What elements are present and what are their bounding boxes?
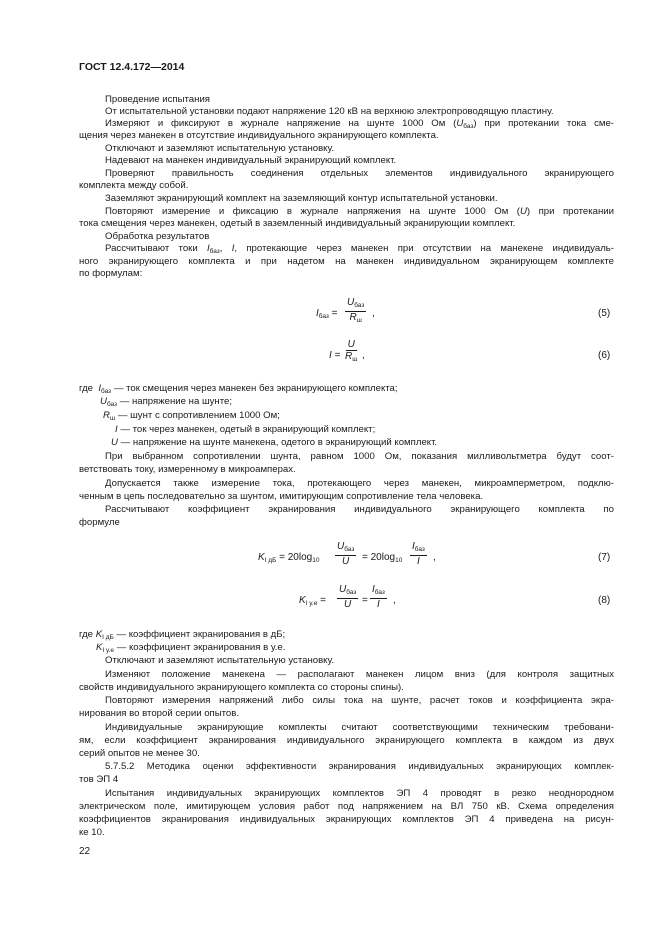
formula-number: (7)	[598, 552, 611, 563]
paragraph: ке 10.	[79, 827, 105, 838]
paragraph: ного экранирующего комплекта и при надетом на манекен индивидуальном экранирующем комплекте	[79, 256, 614, 267]
paragraph: Повторяют измерение и фиксацию в журнале напряжения на шунте 1000 Ом (U) при протекании	[105, 206, 615, 217]
definition-line: где $K_{I дБ}$ — коэффициент экранирования в дБ;	[79, 629, 286, 641]
paragraph: Рассчитывают коэффициент экранирования индивидуального экранирующего комплекта по	[105, 504, 614, 515]
paragraph: серий опытов не менее 30.	[79, 748, 200, 759]
paragraph: по формулам:	[79, 268, 143, 279]
paragraph: Заземляют экранирующий комплект на заземляющий контур испытательной установки.	[105, 193, 498, 204]
paragraph: Испытания индивидуальных экранирующих комплектов ЭП 4 проводят в резко неоднородном	[105, 788, 614, 799]
definition-line: $K_{I у.е}$ — коэффициент экранирования в у.е.	[96, 642, 286, 654]
definition-line: I — ток через манекен, одетый в экранирующий комплект;	[115, 424, 376, 435]
paragraph: Изменяют положение манекена — располагают манекен лицом вниз (для контроля защитных	[105, 669, 614, 680]
formula-number: (6)	[598, 350, 611, 361]
paragraph: формуле	[79, 517, 120, 528]
paragraph: ветствовать току, измеренному в микроамперах.	[79, 464, 296, 475]
paragraph: Проверяют правильность соединения отдельных элементов индивидуального экранирующего	[105, 168, 614, 179]
section-heading-test: Проведение испытания	[105, 94, 210, 105]
paragraph: Рассчитывают токи $I_{баз}$, I, протекающие через манекен при отсутствии на манекене индивидуаль-	[105, 243, 614, 255]
paragraph: Отключают и заземляют испытательную установку.	[105, 143, 334, 154]
formula-number: (5)	[598, 308, 611, 319]
section-heading-results: Обработка результатов	[105, 231, 210, 242]
paragraph: ям, если коэффициент экранирования индивидуального экранирующего комплекта в каждом из двух	[79, 735, 614, 746]
paragraph: щения через манекен в отсутствие индивидуального экранирующего комплекта.	[79, 130, 439, 141]
document-header: ГОСТ 12.4.172—2014	[79, 61, 185, 73]
paragraph: ченным в цепь последовательно за шунтом, имитирующим сопротивление тела человека.	[79, 491, 484, 502]
paragraph: электрическом поле, имитирующем условия работ под напряжением на ВЛ 750 кВ. Схема определения	[79, 801, 614, 812]
paragraph: Надевают на манекен индивидуальный экранирующий комплект.	[105, 155, 397, 166]
paragraph: комплекта между собой.	[79, 180, 189, 191]
document-page: ГОСТ 12.4.172—2014 Проведение испытания От испытательной установки подают напряжение 120 кВ на верхнюю электропроводящую пластину. Измеряют и фиксируют в журнале напряжение на шунте 1000 Ом $(U_{баз})$ при протекании тока сме- щения через манекен в отсутствие индивидуального экранирующего комплекта. Отключают и заземляют испытательную установку. Надевают на манекен индивидуальный экранирующий комплект. Проверяют правильность соединения отдельных элементов индивидуального экранирующего комплекта между собой. Заземляют экранирующий комплект на заземляющий контур испытательной установки. Повторяют измерение и фиксацию в журнале напряжения на шунте 1000 Ом (U) при протекании тока смещения через манекен, одетый в заземленный индивидуальный экранирующии комплект. Обработка результатов Рассчитывают токи $I_{баз}$, I, протекающие через манекен при отсутствии на манекене индивидуаль- ного экранирующего комплекта и при надетом на манекен индивидуальном экранирующем комплекте по формулам: $I_{баз}$ = $U_{баз}$ $R_ш$ , (5) I = U $R_ш$ , (6) где $I_{баз}$ — ток смещения через манекен без экранирующего комплекта; $U_{баз}$ — напряжение на шунте; $R_ш$ — шунт с сопротивлением 1000 Ом; I — ток через манекен, одетый в экранирующий комплект; U — напряжение на шунте манекена, одетого в экранирующий комплект. При выбранном сопротивлении шунта, равном 1000 Ом, показания милливольтметра будут соот- ветствовать току, измеренному в микроамперах. Допускается также измерение тока, протекающего через манекен, микроамперметром, подклю- ченным в цепь последовательно за шунтом, имитирующим сопротивление тела человека. Рассчитывают коэффициент экранирования индивидуального экранирующего комплекта по формуле $K_{I дБ} = 20\log_{10}$ $U_{баз}$ U = $20\log_{10}$ $I_{баз}$ I , (7) $K_{I у.е}$ = $U_{баз}$ U = $I_{баз}$ I , (8) где $K_{I дБ}$ — коэффициент экранирования в дБ; $K_{I у.е}$ — коэффициент экранирования в у.е. Отключают и заземляют испытательную установку. Изменяют положение манекена — располагают манекен лицом вниз (для контроля защитных свойств индивидуального экранирующего комплекта со стороны спины). Повторяют измерения напряжений либо силы тока на шунте, расчет токов и коэффициента экра- нирования во второй серии опытов. Индивидуальные экранирующие комплекты считают соответствующими техническим требовани- ям, если коэффициент экранирования индивидуального экранирующего комплекта в каждом из двух серий опытов не менее 30. 5.7.5.2 Методика оценки эффективности экранирования индивидуальных экранирующих комплек- тов ЭП 4 Испытания индивидуальных экранирующих комплектов ЭП 4 проводят в резко неоднородном электрическом поле, имитирующем условия работ под напряжением на ВЛ 750 кВ. Схема определения коэффициентов экранирования индивидуальных экранирующих комплектов ЭП 4 приведена на рисун- ке 10. 22	[79, 61, 615, 857]
paragraph: От испытательной установки подают напряжение 120 кВ на верхнюю электропроводящую пластину.	[105, 106, 554, 117]
definition-line: $R_ш$ — шунт с сопротивлением 1000 Ом;	[103, 410, 280, 422]
page-number: 22	[79, 846, 91, 857]
paragraph: свойств индивидуального экранирующего комплекта со стороны спины).	[79, 682, 404, 693]
paragraph: При выбранном сопротивлении шунта, равном 1000 Ом, показания милливольтметра будут соот-	[105, 451, 614, 462]
definition-line: где $I_{баз}$ — ток смещения через манекен без экранирующего комплекта;	[79, 383, 398, 395]
definition-line: U — напряжение на шунте манекена, одетого в экранирующий комплект.	[111, 437, 438, 448]
paragraph: Отключают и заземляют испытательную установку.	[105, 655, 334, 666]
paragraph: тока смещения через манекен, одетый в заземленный индивидуальный экранирующии комплект.	[79, 218, 516, 229]
paragraph: нирования во второй серии опытов.	[79, 708, 240, 719]
paragraph: коэффициентов экранирования индивидуальных экранирующих комплектов ЭП 4 приведена на рисун-	[79, 814, 614, 825]
subsection-heading: 5.7.5.2 Методика оценки эффективности экранирования индивидуальных экранирующих комплек-	[105, 761, 614, 772]
paragraph: Повторяют измерения напряжений либо силы тока на шунте, расчет токов и коэффициента экра-	[105, 695, 614, 706]
paragraph: Допускается также измерение тока, протекающего через манекен, микроамперметром, подклю-	[105, 478, 614, 489]
formula-number: (8)	[598, 595, 611, 606]
definition-line: $U_{баз}$ — напряжение на шунте;	[100, 396, 233, 408]
paragraph: Измеряют и фиксируют в журнале напряжение на шунте 1000 Ом $(U_{баз})$ при протекании тока сме-	[105, 118, 614, 130]
paragraph: Индивидуальные экранирующие комплекты считают соответствующими техническим требовани-	[105, 722, 614, 733]
subsection-heading: тов ЭП 4	[79, 774, 119, 785]
